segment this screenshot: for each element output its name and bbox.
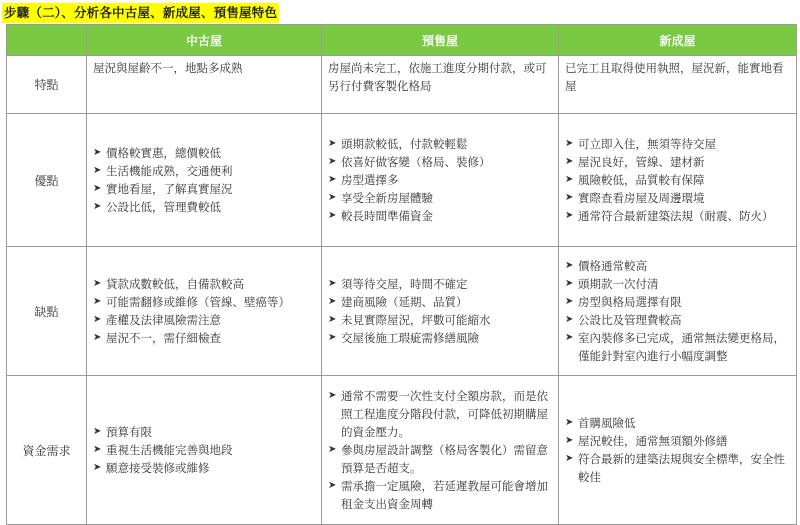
bullet-list (565, 257, 792, 365)
table-row-features (7, 56, 797, 114)
list-item: ➤ 首購風險低 (565, 414, 792, 432)
bullet-list (328, 387, 554, 513)
cell-text: 房屋尚未完工，依施工進度分期付款，或可另行付費客製化格局 (328, 61, 547, 93)
list-item: ➤ 屋況良好，管線、建材新 (565, 153, 792, 171)
cell-text: 已完工且取得使用執照，屋況新，能實地看屋 (565, 61, 784, 93)
title-bar (2, 2, 279, 22)
cell-funding-needs-used-house (87, 376, 322, 525)
list-item: ➤ 公設比及管理費較高 (565, 311, 792, 329)
list-item: ➤ 屋況不一，需仔細檢查 (93, 329, 317, 347)
comparison-table (6, 24, 797, 525)
list-item: ➤ 實地看屋，了解真實屋況 (93, 180, 317, 198)
cell-features-new-house (559, 56, 797, 114)
header-row (7, 25, 797, 56)
page-title: 步驟（二）、分析各中古屋、新成屋、預售屋特色 (2, 3, 279, 23)
cell-disadvantages-presale-house (322, 247, 559, 376)
list-item: ➤ 參與房屋設計調整（格局客製化）需留意預算是否超支。 (328, 441, 554, 477)
cell-advantages-new-house (559, 114, 797, 247)
list-item: ➤ 貸款成數較低，自備款較高 (93, 275, 317, 293)
cell-funding-needs-new-house (559, 376, 797, 525)
list-item: ➤ 室內裝修多已完成，通常無法變更格局，僅能針對室內進行小幅度調整 (565, 329, 792, 365)
table-row-funding-needs (7, 376, 797, 525)
list-item: ➤ 依喜好做客變（格局、裝修） (328, 153, 554, 171)
list-item: ➤ 產權及法律風險需注意 (93, 311, 317, 329)
cell-advantages-used-house (87, 114, 322, 247)
list-item: ➤ 預算有限 (93, 423, 317, 441)
list-item: ➤ 生活機能成熟，交通便利 (93, 162, 317, 180)
list-item: ➤ 通常符合最新建築法規（耐震、防火） (565, 207, 792, 225)
bullet-list (328, 135, 554, 225)
cell-features-presale-house (322, 56, 559, 114)
list-item: ➤ 房型選擇多 (328, 171, 554, 189)
list-item: ➤ 須等待交屋，時間不確定 (328, 275, 554, 293)
bullet-list (565, 135, 792, 225)
header-new-house: 新成屋 (559, 25, 797, 56)
list-item: ➤ 可能需翻修或維修（管線、壁癌等） (93, 293, 317, 311)
row-label-funding-needs: 資金需求 (7, 376, 87, 525)
list-item: ➤ 頭期款較低，付款較輕鬆 (328, 135, 554, 153)
header-used-house: 中古屋 (87, 25, 322, 56)
list-item: ➤ 交屋後施工瑕疵需修繕風險 (328, 329, 554, 347)
header-corner (7, 25, 87, 56)
list-item: ➤ 公設比低，管理費較低 (93, 198, 317, 216)
list-item: ➤ 重視生活機能完善與地段 (93, 441, 317, 459)
header-presale-house: 預售屋 (322, 25, 559, 56)
list-item: ➤ 需承擔一定風險，若延遲教屋可能會增加租金支出資金周轉 (328, 477, 554, 513)
list-item: ➤ 頭期款一次付清 (565, 275, 792, 293)
bullet-list (93, 423, 317, 477)
table-row-disadvantages (7, 247, 797, 376)
cell-disadvantages-used-house (87, 247, 322, 376)
row-label-features: 特點 (7, 56, 87, 114)
cell-disadvantages-new-house (559, 247, 797, 376)
bullet-list (93, 275, 317, 347)
list-item: ➤ 符合最新的建築法規與安全標準，安全性較佳 (565, 450, 792, 486)
list-item: ➤ 實際查看房屋及周邊環境 (565, 189, 792, 207)
list-item: ➤ 願意接受裝修或維修 (93, 459, 317, 477)
list-item: ➤ 價格通常較高 (565, 257, 792, 275)
cell-advantages-presale-house (322, 114, 559, 247)
cell-features-used-house (87, 56, 322, 114)
list-item: ➤ 較長時間準備資金 (328, 207, 554, 225)
list-item: ➤ 風險較低，品質較有保障 (565, 171, 792, 189)
cell-funding-needs-presale-house (322, 376, 559, 525)
row-label-advantages: 優點 (7, 114, 87, 247)
row-label-disadvantages: 缺點 (7, 247, 87, 376)
list-item: ➤ 未見實際屋況，坪數可能縮水 (328, 311, 554, 329)
list-item: ➤ 通常不需要一次性支付全額房款，而是依照工程進度分階段付款，可降低初期購屋的資金壓力。 (328, 387, 554, 441)
list-item: ➤ 建商風險（延期、品質） (328, 293, 554, 311)
list-item: ➤ 可立即入住，無須等待交屋 (565, 135, 792, 153)
bullet-list (328, 275, 554, 347)
list-item: ➤ 房型與格局選擇有限 (565, 293, 792, 311)
bullet-list (565, 414, 792, 486)
list-item: ➤ 享受全新房屋體驗 (328, 189, 554, 207)
table-row-advantages (7, 114, 797, 247)
bullet-list (93, 144, 317, 216)
cell-text: 屋況與屋齡不一，地點多成熟 (93, 61, 243, 75)
list-item: ➤ 屋況較佳，通常無須額外修繕 (565, 432, 792, 450)
list-item: ➤ 價格較實惠，總價較低 (93, 144, 317, 162)
